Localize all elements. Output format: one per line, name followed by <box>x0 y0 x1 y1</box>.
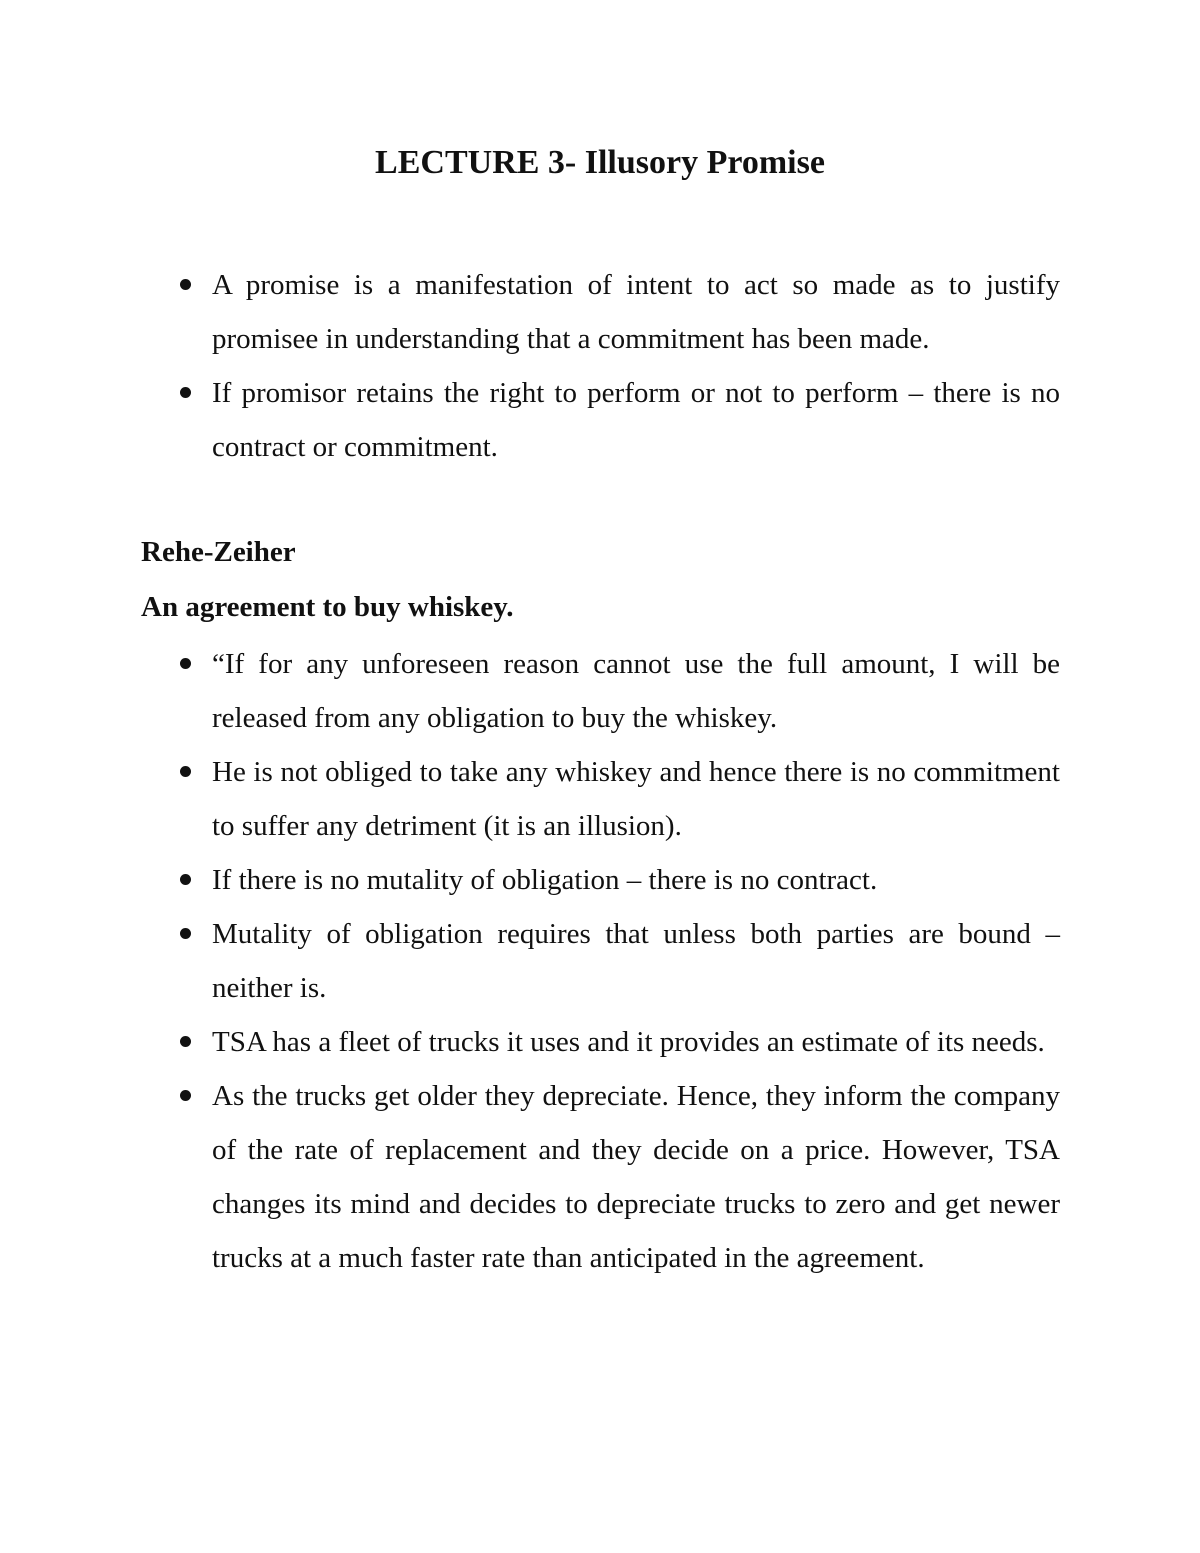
case-name-heading: Rehe-Zeiher <box>141 536 296 568</box>
list-item <box>170 637 1060 745</box>
list-item <box>170 366 1060 474</box>
bullet-icon <box>180 658 191 669</box>
list-item-text: If promisor retains the right to perform or not to perform – there is no contract or commitment. <box>212 377 1060 463</box>
intro-bullet-list <box>170 258 1060 474</box>
list-item <box>170 258 1060 366</box>
bullet-icon <box>180 766 191 777</box>
list-item-text: He is not obliged to take any whiskey and hence there is no commitment to suffer any detriment (it is an illusion). <box>212 756 1060 842</box>
case-subheading: An agreement to buy whiskey. <box>141 591 514 623</box>
page-title: LECTURE 3- Illusory Promise <box>375 144 825 181</box>
bullet-icon <box>180 1090 191 1101</box>
list-item-text: If there is no mutality of obligation – there is no contract. <box>212 864 878 896</box>
bullet-icon <box>180 928 191 939</box>
case-bullet-list <box>170 637 1060 1285</box>
list-item <box>170 1069 1060 1285</box>
bullet-icon <box>180 1036 191 1047</box>
list-item-text: A promise is a manifestation of intent to act so made as to justify promisee in understanding that a commitment has been made. <box>212 269 1060 355</box>
list-item-text: Mutality of obligation requires that unless both parties are bound – neither is. <box>212 918 1060 1004</box>
bullet-icon <box>180 387 191 398</box>
list-item-text: TSA has a fleet of trucks it uses and it provides an estimate of its needs. <box>212 1026 1045 1058</box>
list-item <box>170 745 1060 853</box>
list-item-text: “If for any unforeseen reason cannot use the full amount, I will be released from any obligation to buy the whiskey. <box>212 648 1060 734</box>
bullet-icon <box>180 279 191 290</box>
list-item <box>170 907 1060 1015</box>
list-item <box>170 853 1060 907</box>
list-item <box>170 1015 1060 1069</box>
list-item-text: As the trucks get older they depreciate. Hence, they inform the company of the rate of replacement and they decide on a price. However, TSA changes its mind and decides to depreciate trucks to zero and get newer trucks at a much faster rate than anticipated in the agreement. <box>212 1080 1060 1274</box>
bullet-icon <box>180 874 191 885</box>
